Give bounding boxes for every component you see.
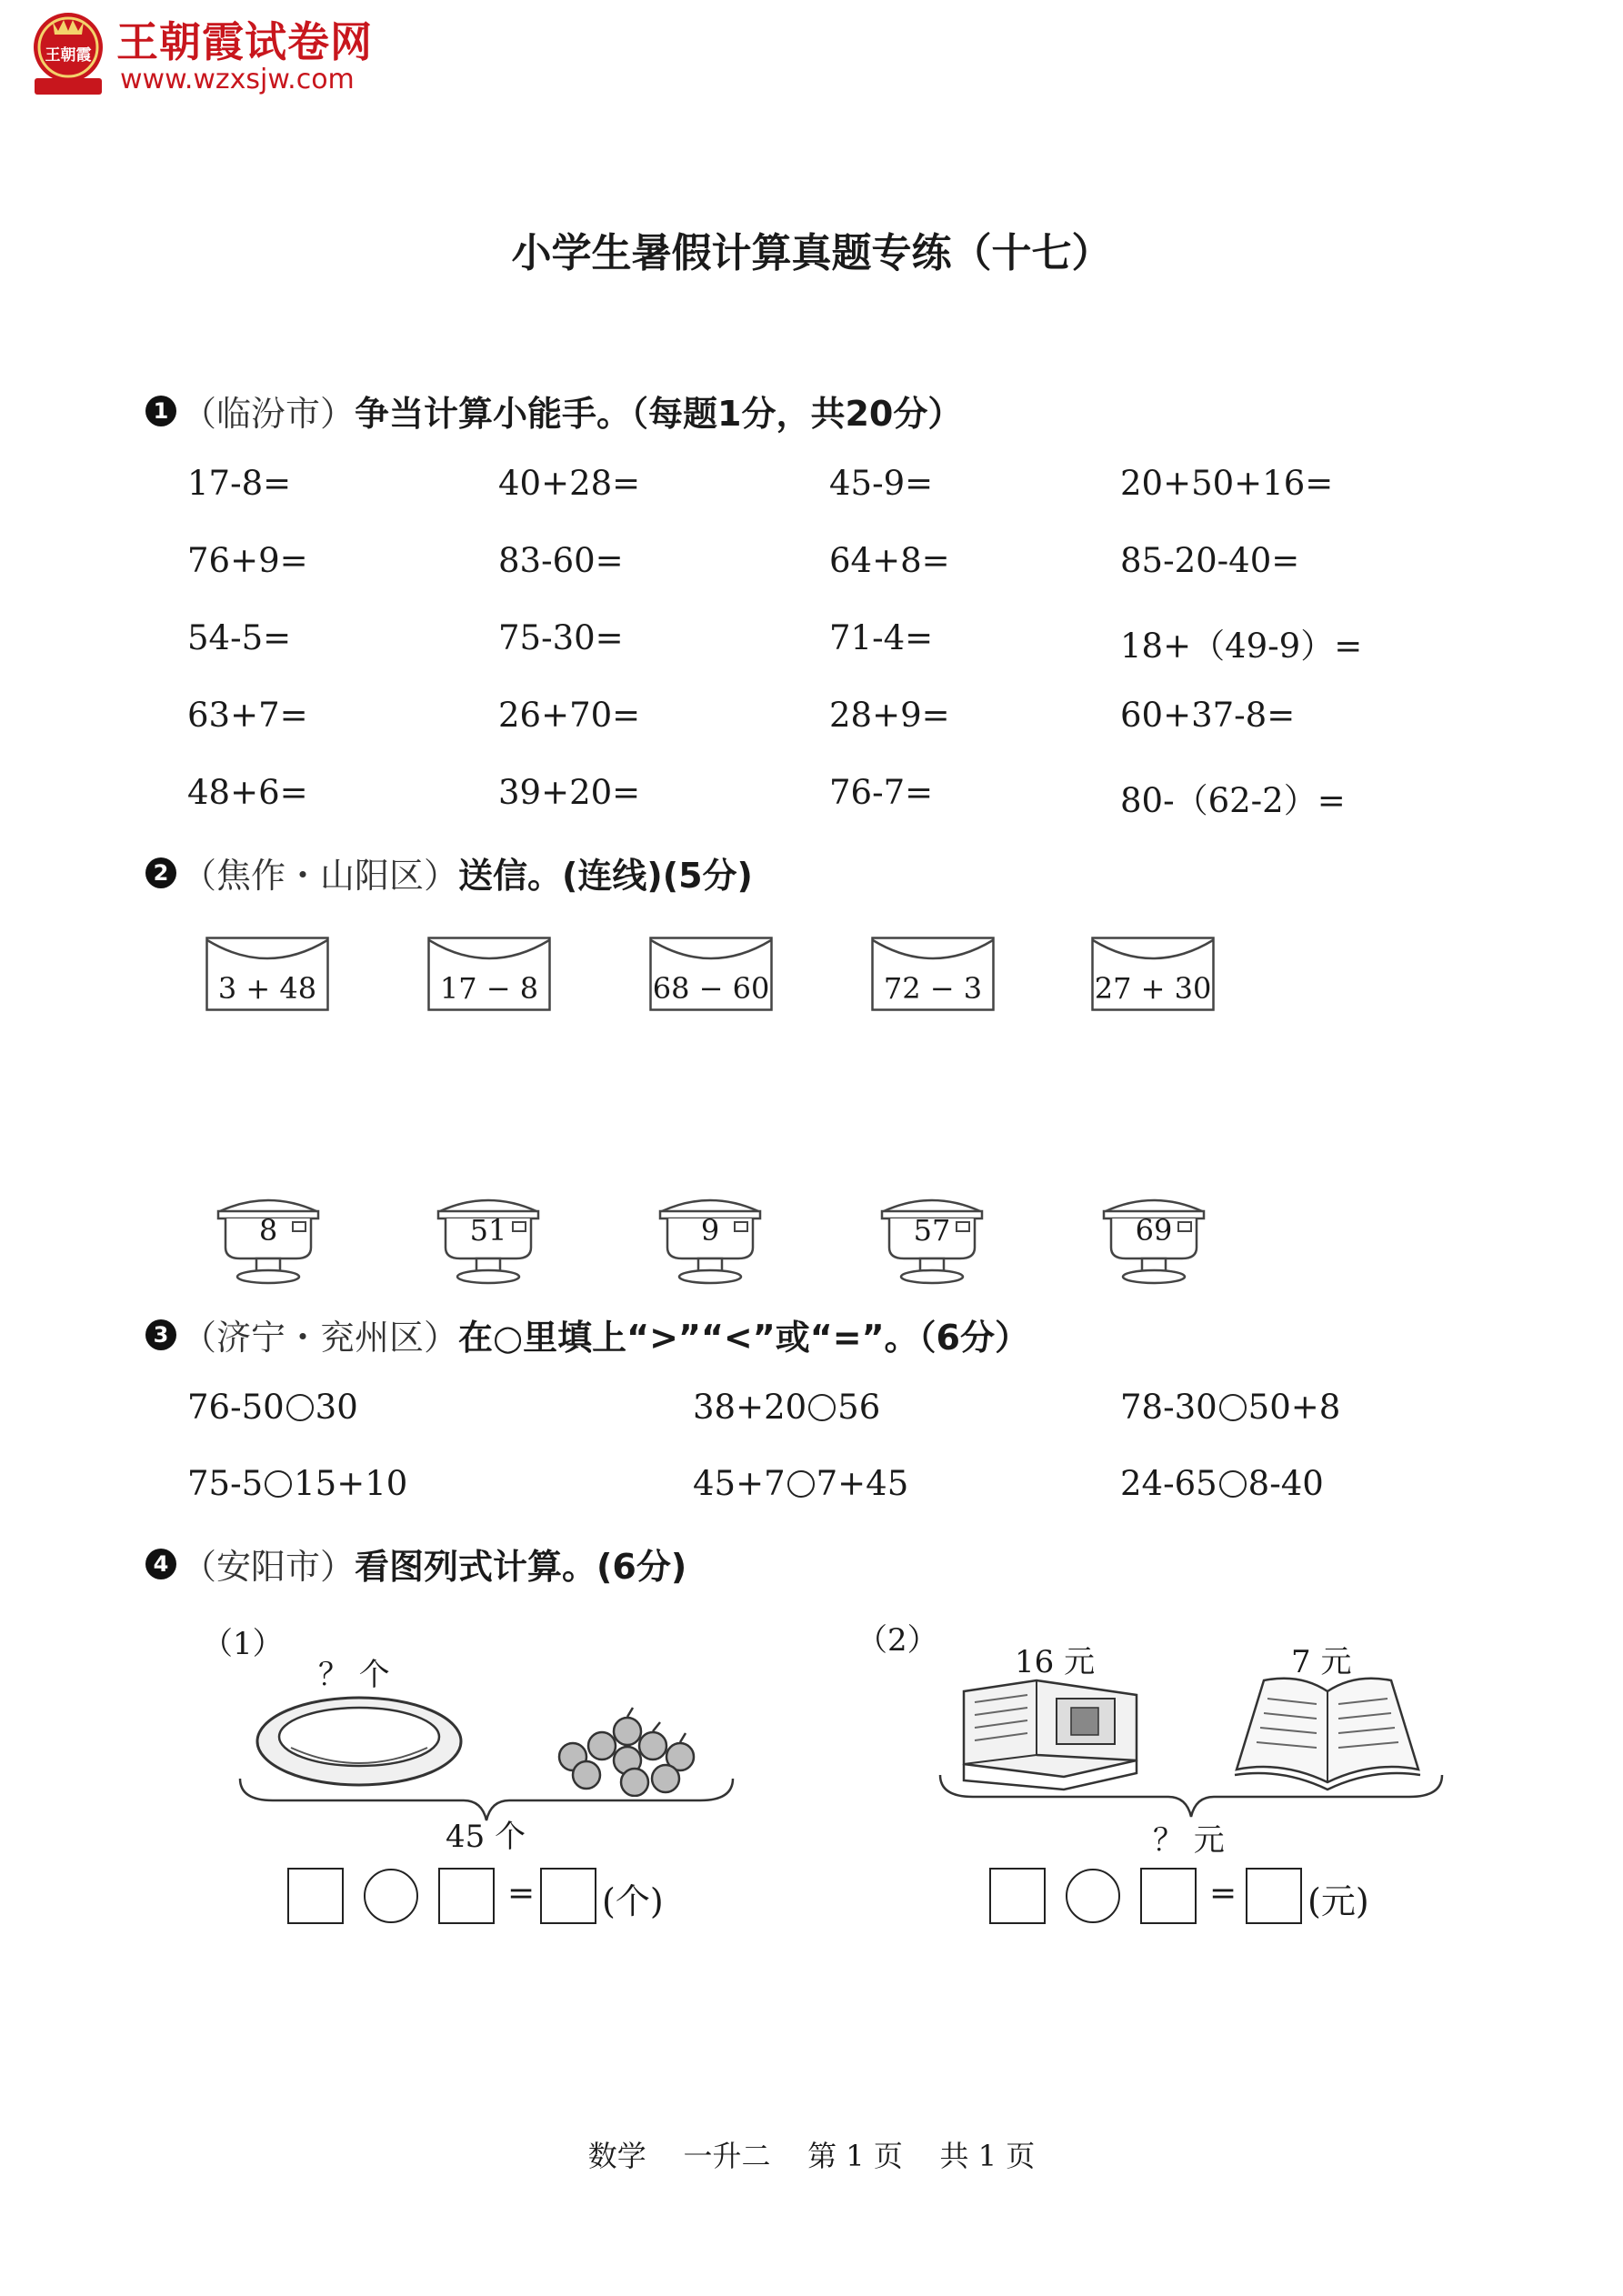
section4-heading (145, 1539, 686, 1589)
envelope[interactable] (871, 937, 995, 1011)
mailbox[interactable] (215, 1191, 322, 1286)
problem-item: 40+28= (498, 464, 641, 503)
answer-box[interactable] (540, 1868, 596, 1924)
compare-item (1120, 1388, 1340, 1427)
page-title: 小学生暑假计算真题专练（十七） (511, 230, 1112, 276)
problem-item: 54-5= (187, 618, 292, 657)
total-brace-icon (937, 1770, 1446, 1820)
compare-right: 15+10 (294, 1464, 408, 1503)
answer-box[interactable] (989, 1868, 1046, 1924)
compare-right: 30 (315, 1388, 358, 1427)
compare-right: 7+45 (816, 1464, 909, 1503)
compare-item (187, 1388, 358, 1427)
section3-heading (145, 1309, 1029, 1359)
mailbox[interactable] (1100, 1191, 1207, 1286)
section4-region: （安阳市） (182, 1547, 356, 1587)
compare-left: 45+7 (693, 1464, 786, 1503)
answer-circle[interactable] (286, 1394, 314, 1421)
equals-sign: = (1209, 1875, 1237, 1912)
section2-number: 2 (145, 857, 176, 888)
problem2-question: ？ 元 (1153, 1822, 1225, 1859)
compare-left: 24-65 (1120, 1464, 1217, 1503)
envelope-expression: 72 − 3 (883, 971, 983, 1006)
problem1-total: 45 个 (446, 1819, 526, 1855)
problem-item: 18+（49-9）= (1120, 627, 1363, 666)
problem-item: 39+20= (498, 773, 641, 812)
compare-item (693, 1388, 880, 1427)
problem-item: 48+6= (187, 773, 308, 812)
problem1-question: ？ 个 (318, 1657, 390, 1693)
problem-item: 80-（62-2）= (1120, 781, 1346, 820)
problem-item: 71-4= (829, 618, 934, 657)
compare-item (693, 1464, 908, 1503)
answer-circle[interactable] (1219, 1470, 1247, 1498)
problem-item: 17-8= (187, 464, 292, 503)
compare-left: 38+20 (693, 1388, 807, 1427)
envelope[interactable] (427, 937, 551, 1011)
problem-item: 26+70= (498, 696, 641, 735)
section1-number: 1 (145, 396, 176, 426)
problem1-unit: (个) (602, 1881, 664, 1921)
envelope-expression: 17 − 8 (439, 971, 539, 1006)
answer-circle[interactable] (265, 1470, 292, 1498)
section1-text: 争当计算小能手。（每题1分，共20分） (355, 394, 963, 434)
compare-left: 76-50 (187, 1388, 285, 1427)
problem2-label: （2） (857, 1622, 938, 1659)
problem-item: 60+37-8= (1120, 696, 1296, 735)
section2-text: 送信。(连线)(5分) (458, 856, 753, 896)
answer-box[interactable] (438, 1868, 495, 1924)
operator-circle[interactable] (364, 1869, 418, 1923)
answer-circle[interactable] (1219, 1394, 1247, 1421)
envelope[interactable] (205, 937, 329, 1011)
mailbox[interactable] (656, 1191, 764, 1286)
envelope[interactable] (1091, 937, 1215, 1011)
section3-number: 3 (145, 1319, 176, 1350)
page-footer: 数学 一升二 第 1 页 共 1 页 (587, 2139, 1036, 2173)
section4-text: 看图列式计算。(6分) (355, 1547, 687, 1587)
compare-right: 8-40 (1247, 1464, 1324, 1503)
envelope-expression: 68 − 60 (652, 971, 770, 1006)
answer-circle[interactable] (787, 1470, 815, 1498)
compare-left: 78-30 (1120, 1388, 1217, 1427)
problem2-price1: 16 元 (1015, 1644, 1096, 1680)
problem-item: 83-60= (498, 541, 624, 580)
section3-text: 在○里填上“>”“<”或“=”。（6分） (458, 1318, 1029, 1358)
envelope-expression: 27 + 30 (1094, 971, 1212, 1006)
section2-heading (145, 847, 753, 897)
problem-item: 45-9= (829, 464, 934, 503)
brand-url: www.wzxsjw.com (120, 64, 355, 95)
compare-right: 50+8 (1247, 1388, 1341, 1427)
problem-item: 75-30= (498, 618, 624, 657)
problem-item: 64+8= (829, 541, 950, 580)
logo-text: 王朝霞 (45, 46, 92, 65)
mailbox-number: 51 (469, 1213, 507, 1248)
compare-right: 56 (837, 1388, 881, 1427)
problem1-label: （1） (202, 1626, 284, 1662)
problem-item: 28+9= (829, 696, 950, 735)
section4-number: 4 (145, 1549, 176, 1579)
mailbox[interactable] (435, 1191, 542, 1286)
envelope[interactable] (649, 937, 773, 1011)
problem-item: 20+50+16= (1120, 464, 1334, 503)
answer-box[interactable] (1246, 1868, 1302, 1924)
mailbox-number: 69 (1135, 1213, 1173, 1248)
section1-heading (145, 386, 962, 436)
mailbox[interactable] (878, 1191, 986, 1286)
compare-item (1120, 1464, 1324, 1503)
brand-name: 王朝霞试卷网 (116, 17, 373, 66)
compare-item (187, 1464, 407, 1503)
problem2-price2: 7 元 (1291, 1644, 1352, 1680)
operator-circle[interactable] (1066, 1869, 1120, 1923)
section2-region: （焦作・山阳区） (182, 856, 459, 896)
mailbox-number: 8 (258, 1213, 278, 1248)
answer-circle[interactable] (808, 1394, 836, 1421)
problem-item: 85-20-40= (1120, 541, 1300, 580)
mailbox-number: 57 (913, 1213, 951, 1248)
problem-item: 76-7= (829, 773, 934, 812)
mailbox-number: 9 (700, 1213, 720, 1248)
section1-region: （临汾市） (182, 394, 356, 434)
answer-box[interactable] (1140, 1868, 1197, 1924)
answer-box[interactable] (287, 1868, 344, 1924)
envelope-expression: 3 + 48 (217, 971, 317, 1006)
site-logo (27, 9, 109, 100)
problem-item: 63+7= (187, 696, 308, 735)
problem2-unit: (元) (1307, 1881, 1369, 1921)
compare-left: 75-5 (187, 1464, 264, 1503)
problem-item: 76+9= (187, 541, 308, 580)
equals-sign: = (507, 1875, 536, 1912)
section3-region: （济宁・兖州区） (182, 1318, 459, 1358)
